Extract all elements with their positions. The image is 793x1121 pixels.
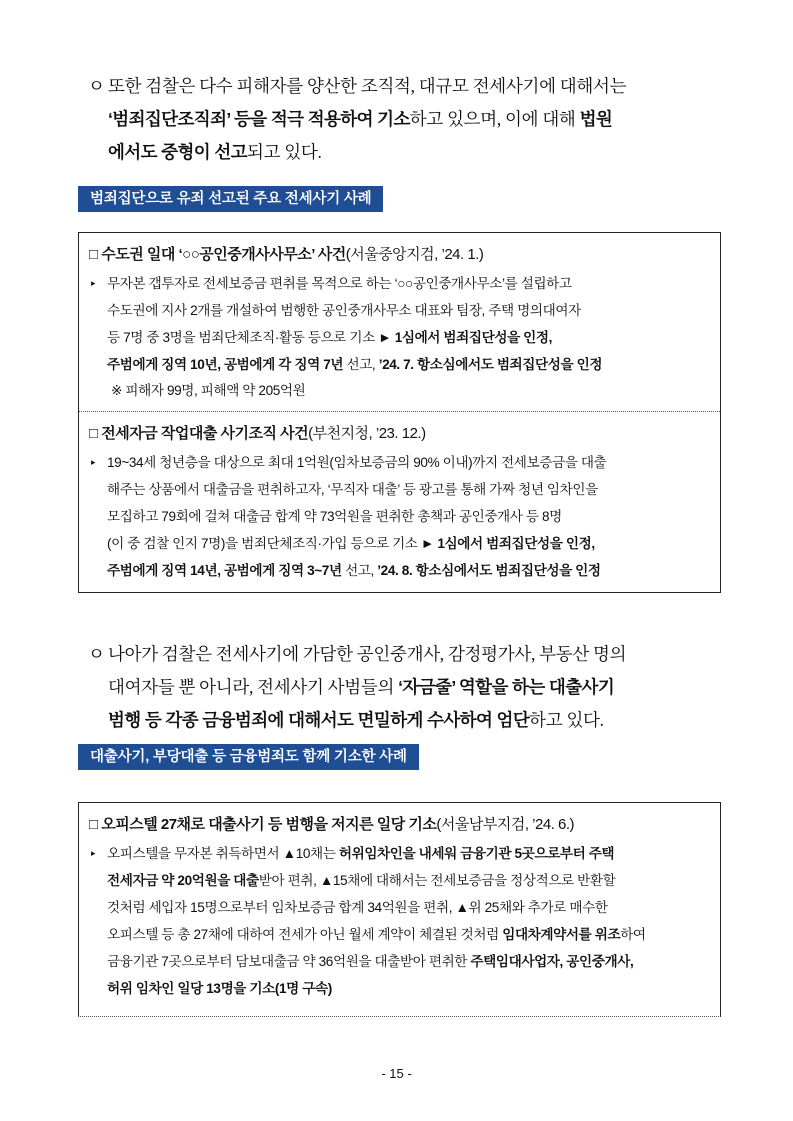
case-body: ▸ 오피스텔을 무자본 취득하면서 ▲10채는 허위임차인을 내세워 금융기관 5곳으로부터 주택 전세자금 약 20억원을 대출받아 편취, ▲15채에 대해서는 전세보증금을 정상적으로 반환할 것처럼 세입자 15명으로부터 임차보증금 합계 34억원을 편취, ▲위 25채와 추가로 매수한 오피스텔 등 총 27채에 대하여 전세가 아닌 월세 계약이 체결된 것처럼 임대차계약서를 위조하여 금융기관 7곳으로부터 담보대출금 약 36억원을 대출받아 편취한 주택임대사업자, 공인중개사, 허위 임차인 일당 13명을 기소(1명 구속) <box>89 840 710 1002</box>
section-tag: 대출사기, 부당대출 등 금융범죄도 함께 기소한 사례 <box>78 744 419 770</box>
paragraph-line: 대여자들 뿐 아니라, 전세사기 사범들의 ‘자금줄’ 역할을 하는 대출사기 <box>108 677 615 697</box>
paragraph-2 <box>88 638 728 737</box>
emphasis-text: 법원 <box>579 109 613 129</box>
case-entry <box>79 803 720 1016</box>
section-tag: 범죄집단으로 유죄 선고된 주요 전세사기 사례 <box>78 186 383 212</box>
paragraph-1 <box>88 70 728 169</box>
case-note: ※ 피해자 99명, 피해액 약 205억원 <box>111 383 306 398</box>
case-entry <box>79 411 720 592</box>
emphasis-text: ‘자금줄’ 역할을 하는 대출사기 <box>398 677 615 697</box>
paragraph-line: 나아가 검찰은 전세사기에 가담한 공인중개사, 감정평가사, 부동산 명의 <box>108 644 627 664</box>
case-box-2 <box>78 802 721 1017</box>
bullet-marker: ㅇ <box>88 76 105 96</box>
case-body: ▸ 무자본 갭투자로 전세보증금 편취를 목적으로 하는 ‘○○공인중개사무소’를 설립하고 수도권에 지사 2개를 개설하여 범행한 공인중개사무소 대표와 팀장, 주택 명의대여자 등 7명 중 3명을 범죄단체조직·활동 등으로 기소 ► 1심에서 범죄집단성을 인정, 주범에게 징역 10년, 공범에게 각 징역 7년 선고, ’24. 7. 항소심에서도 범죄집단성을 인정 <box>89 270 710 378</box>
case-title: □ 전세자금 작업대출 사기조직 사건(부천지청, ’23. 12.) <box>89 425 426 442</box>
case-box-1 <box>78 232 721 593</box>
case-body: ▸ 19~34세 청년층을 대상으로 최대 1억원(임차보증금의 90% 이내)까지 전세보증금을 대출 해주는 상품에서 대출금을 편취하고자, ‘무직자 대출’ 등 광고를 통해 가짜 청년 임차인을 모집하고 79회에 걸쳐 대출금 합계 약 73억원을 편취한 총책과 공인중개사 등 8명 (이 중 검찰 인지 7명)을 범죄단체조직·가입 등으로 기소 ► 1심에서 범죄집단성을 인정, 주범에게 징역 14년, 공범에게 징역 3~7년 선고, ’24. 8. 항소심에서도 범죄집단성을 인정 <box>89 449 710 584</box>
page-number: - 15 - <box>381 1066 412 1081</box>
triangle-bullet-icon: ▸ <box>91 848 96 858</box>
case-entry <box>79 233 720 411</box>
paragraph-line: 에서도 중형이 선고되고 있다. <box>108 142 322 162</box>
paragraph-line: 또한 검찰은 다수 피해자를 양산한 조직적, 대규모 전세사기에 대해서는 <box>108 76 627 96</box>
emphasis-text: 범행 등 각종 금융범죄에 대해서도 면밀하게 수사하여 엄단 <box>108 710 530 730</box>
triangle-bullet-icon: ▸ <box>91 278 96 288</box>
triangle-bullet-icon: ▸ <box>91 457 96 467</box>
emphasis-text: ‘범죄집단조직죄’ 등을 적극 적용하여 기소 <box>108 109 410 129</box>
bullet-marker: ㅇ <box>88 644 105 664</box>
case-title: □ 수도권 일대 ‘○○공인중개사사무소’ 사건(서울중앙지검, ’24. 1.) <box>89 246 484 263</box>
case-title: □ 오피스텔 27채로 대출사기 등 범행을 저지른 일당 기소(서울남부지검, ’24. 6.) <box>89 816 575 833</box>
emphasis-text: 에서도 중형이 선고 <box>108 142 247 162</box>
paragraph-line: 범행 등 각종 금융범죄에 대해서도 면밀하게 수사하여 엄단하고 있다. <box>108 710 604 730</box>
paragraph-line: ‘범죄집단조직죄’ 등을 적극 적용하여 기소하고 있으며, 이에 대해 법원 <box>108 109 613 129</box>
